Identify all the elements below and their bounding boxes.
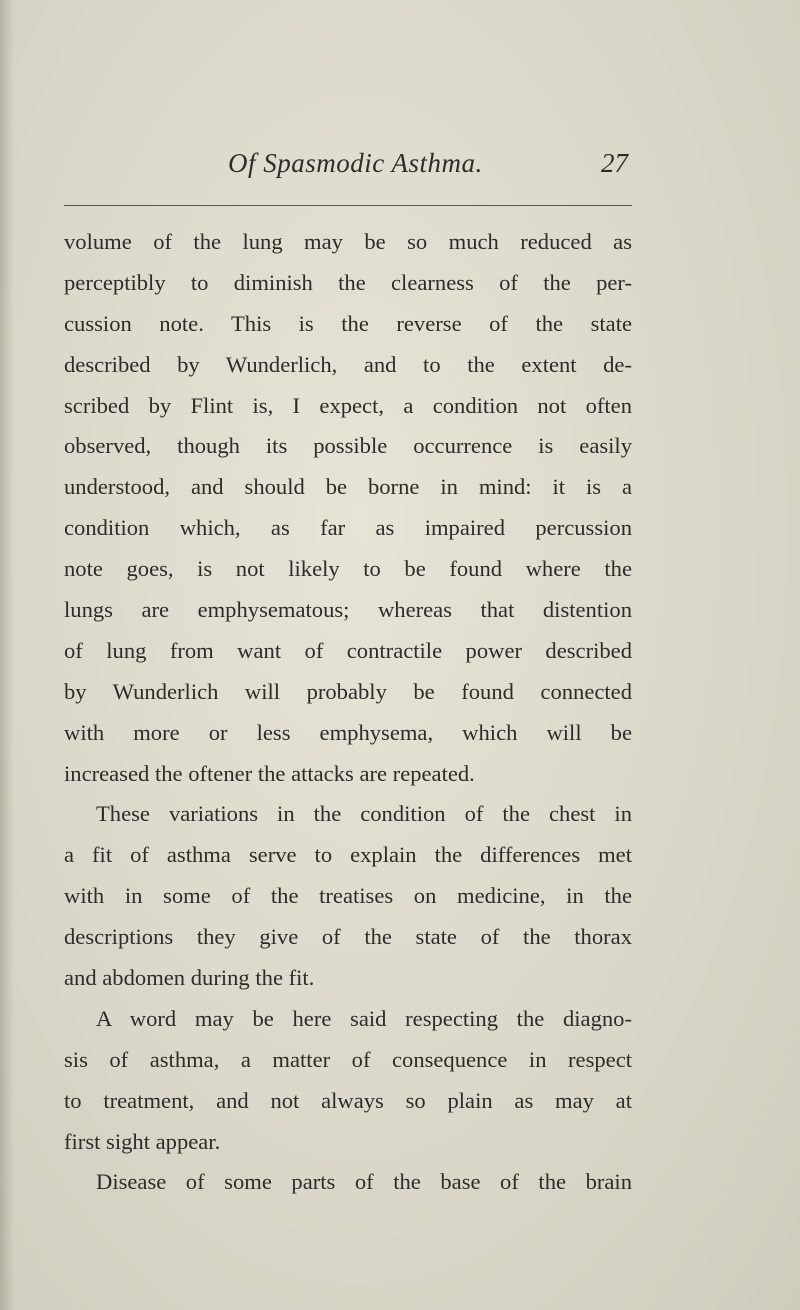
text-line: with in some of the treatises on medicine, in the (64, 883, 632, 909)
text-line: condition which, as far as impaired percussion (64, 515, 632, 541)
text-line: sis of asthma, a matter of consequence in respect (64, 1046, 632, 1072)
running-head (228, 148, 628, 188)
text-line: perceptibly to diminish the clearness of the per- (64, 269, 632, 295)
text-line: described by Wunderlich, and to the extent de- (64, 351, 632, 377)
text-line: note goes, is not likely to be found where the (64, 556, 632, 582)
text-line: with more or less emphysema, which will be (64, 719, 632, 745)
text-line: Disease of some parts of the base of the brain (96, 1169, 632, 1195)
text-line: observed, though its possible occurrence is easily (64, 433, 632, 459)
text-line: a fit of asthma serve to explain the differences met (64, 842, 632, 868)
text-line: first sight appear. (64, 1128, 221, 1154)
running-head-title: Of Spasmodic Asthma. (228, 148, 483, 178)
text-line: to treatment, and not always so plain as may at (64, 1087, 632, 1113)
text-line: by Wunderlich will probably be found connected (64, 678, 632, 704)
text-line: volume of the lung may be so much reduced as (64, 229, 632, 254)
page-gutter-shadow (0, 0, 14, 1310)
text-line: understood, and should be borne in mind: it is a (64, 474, 632, 500)
text-line: of lung from want of contractile power described (64, 637, 632, 663)
text-line: and abdomen during the fit. (64, 965, 315, 991)
text-line: These variations in the condition of the chest in (96, 801, 632, 827)
page-number: 27 (601, 148, 628, 178)
text-line: increased the oftener the attacks are repeated. (64, 760, 475, 786)
text-line: lungs are emphysematous; whereas that distention (64, 597, 632, 623)
text-line: A word may be here said respecting the diagno- (96, 1005, 632, 1031)
text-line: cussion note. This is the reverse of the state (64, 310, 632, 336)
header-rule (64, 205, 632, 206)
text-line: scribed by Flint is, I expect, a condition not often (64, 392, 632, 418)
text-line: descriptions they give of the state of the thorax (64, 924, 632, 950)
body-text (64, 222, 632, 1203)
